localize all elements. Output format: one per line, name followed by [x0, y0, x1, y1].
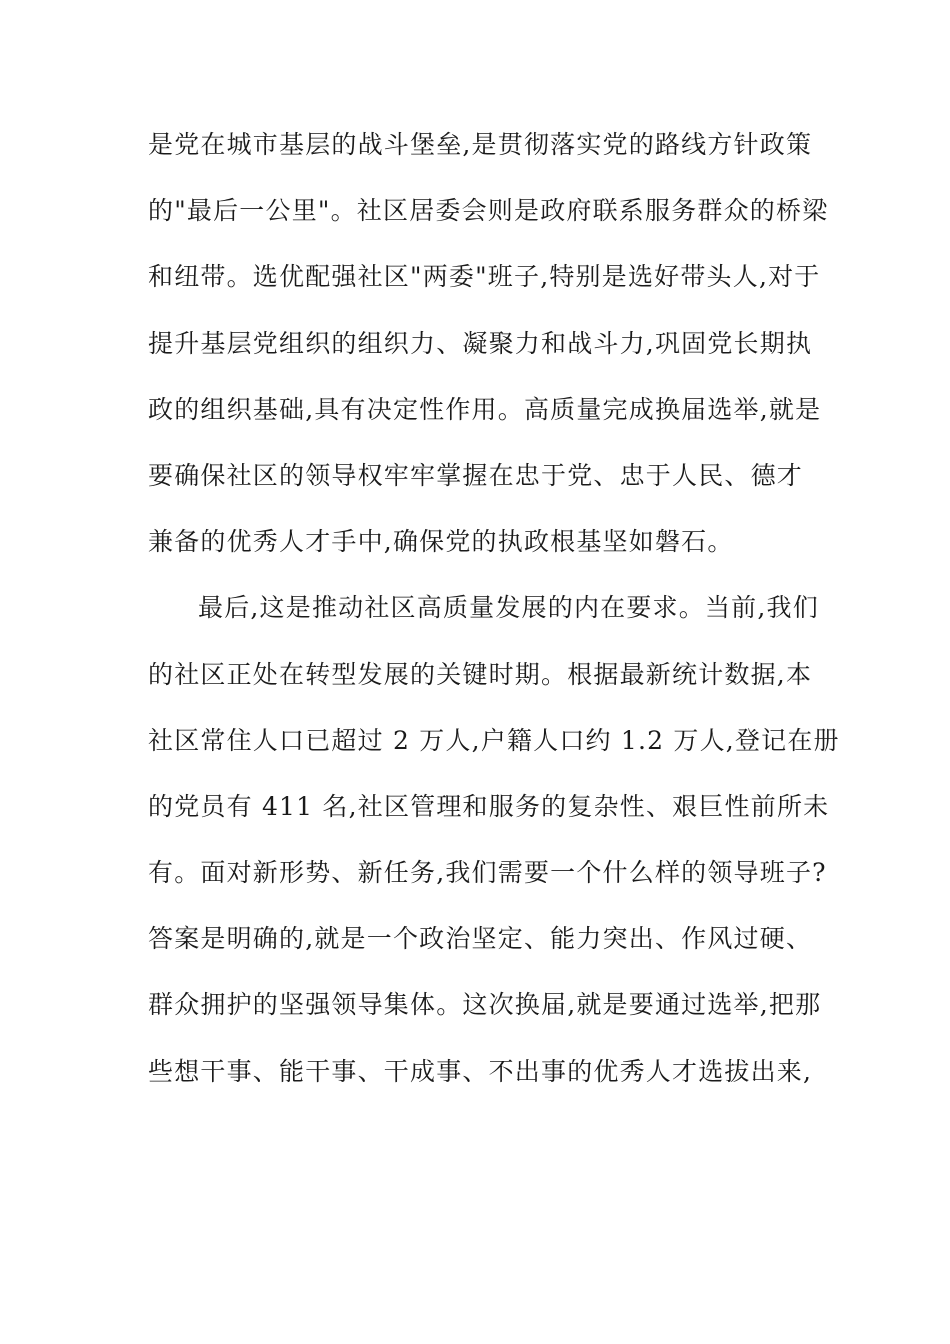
- paragraph-start-line: 最后,这是推动社区高质量发展的内在要求。当前,我们: [198, 593, 819, 623]
- text-line: 的"最后一公里"。社区居委会则是政府联系服务群众的桥梁: [148, 196, 829, 226]
- text-line: 提升基层党组织的组织力、凝聚力和战斗力,巩固党长期执: [148, 328, 813, 358]
- text-line: 的社区正处在转型发展的关键时期。根据最新统计数据,本: [148, 659, 813, 689]
- body-text: [148, 112, 840, 1105]
- text-line: 和纽带。选优配强社区"两委"班子,特别是选好带头人,对于: [148, 262, 821, 292]
- text-line: 是党在城市基层的战斗堡垒,是贯彻落实党的路线方针政策: [148, 130, 813, 159]
- text-line: 政的组织基础,具有决定性作用。高质量完成换届选举,就是: [148, 394, 822, 424]
- text-line: 群众拥护的坚强领导集体。这次换届,就是要通过选举,把那: [148, 990, 822, 1020]
- text-line: 些想干事、能干事、干成事、不出事的优秀人才选拔出来,: [148, 1056, 813, 1086]
- text-line: 要确保社区的领导权牢牢掌握在忠于党、忠于人民、德才: [148, 460, 804, 490]
- text-line: 有。面对新形势、新任务,我们需要一个什么样的领导班子?: [148, 858, 827, 888]
- text-line: 答案是明确的,就是一个政治坚定、能力突出、作风过硬、: [148, 924, 813, 954]
- text-line: 社区常住人口已超过 2 万人,户籍人口约 1.2 万人,登记在册: [148, 725, 840, 755]
- text-line: 的党员有 411 名,社区管理和服务的复杂性、艰巨性前所未: [148, 791, 830, 821]
- text-line: 兼备的优秀人才手中,确保党的执政根基坚如磐石。: [148, 527, 734, 557]
